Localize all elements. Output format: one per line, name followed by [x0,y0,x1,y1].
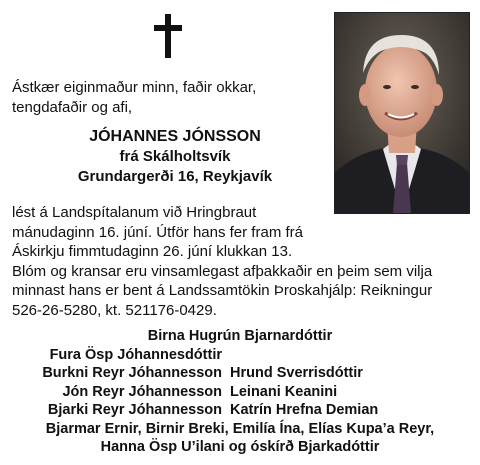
portrait-photo [334,12,470,214]
intro-text [12,78,312,118]
deceased-name: JÓHANNES JÓNSSON [89,128,261,145]
family-list [0,327,480,457]
family-row [0,346,480,365]
family-member: Fura Ösp Jóhannesdóttir [49,346,222,363]
family-member: Bjarki Reyr Jóhannesson [47,402,222,418]
family-member-spouse: Hrund Sverrisdóttir [230,365,363,381]
body-line: minnast hans er bent á Landssamtökin Þroskahjálp: Reikningur [12,282,433,299]
deceased-origin: frá Skálholtsvík [119,148,231,165]
cross-icon [154,14,182,58]
deceased-address: Grundargerði 16, Reykjavík [77,168,273,185]
body-line: Blóm og kransar eru vinsamlegast afþakkaðir en þeim sem vilja [12,262,433,280]
body-line: lést á Landspítalanum við Hringbraut [12,204,257,221]
family-row [0,364,480,383]
family-row [0,327,480,346]
family-row [0,383,480,402]
grandchildren-line: Hanna Ösp U’ilani og óskírð Bjarkadóttir [100,439,380,455]
deceased-block [50,127,300,187]
family-member-spouse: Leinani Keanini [230,383,338,400]
intro-line: tengdafaðir og afi, [12,99,133,116]
intro-line: Ástkær eiginmaður minn, faðir okkar, [12,79,257,96]
family-member: Burkni Reyr Jóhannesson [42,365,222,381]
family-member: Birna Hugrún Bjarnardóttir [147,328,333,344]
grandchildren-line: Bjarmar Ernir, Birnir Breki, Emilía Ína, Elías Kupa’a Reyr, [45,420,435,437]
body-line: Áskirkju fimmtudaginn 26. júní klukkan 13. [12,243,293,260]
body-line: mánudaginn 16. júní. Útför hans fer fram frá [12,223,303,241]
family-member [230,346,480,365]
family-member-spouse: Katrín Hrefna Demian [230,402,379,418]
announcement-body [12,203,474,320]
body-line: 526-26-5280, kt. 521176-0429. [12,301,217,319]
family-member: Jón Reyr Jóhannesson [62,383,222,400]
family-row [0,401,480,420]
